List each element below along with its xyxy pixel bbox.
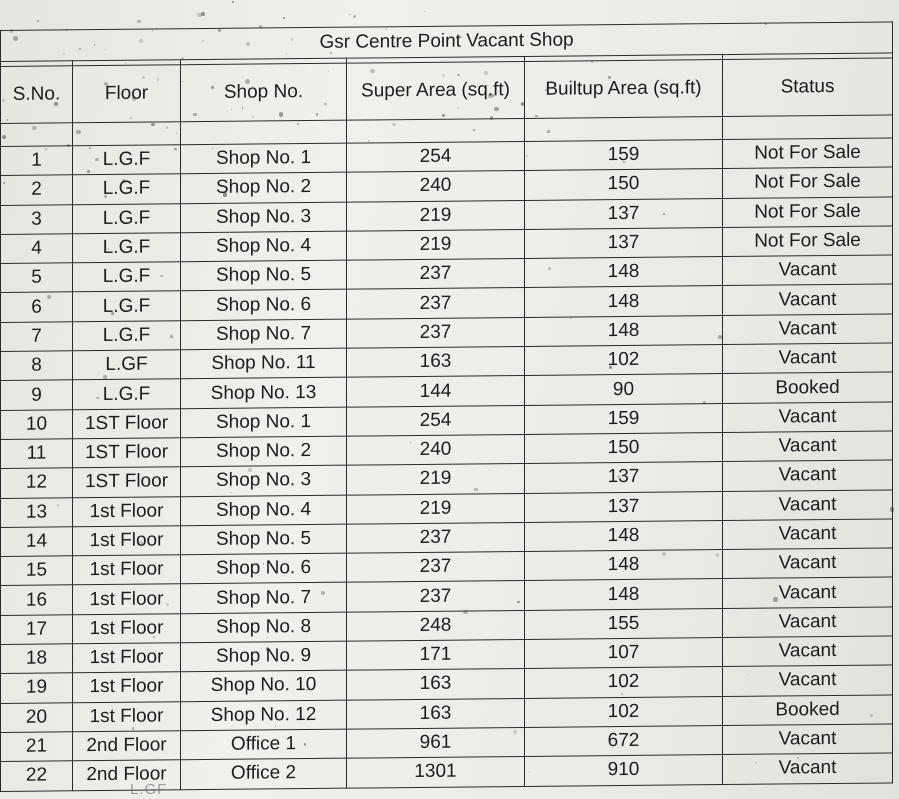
cell-status: Vacant bbox=[723, 284, 893, 315]
cell-builtup-area: 910 bbox=[525, 755, 723, 786]
cell-shop-no: Shop No. 3 bbox=[181, 202, 347, 233]
cell-floor: L.G.F bbox=[73, 203, 181, 233]
cell-sno: 2 bbox=[1, 175, 73, 205]
cell-sno: 12 bbox=[1, 468, 73, 498]
cell-floor: 1st Floor bbox=[73, 643, 181, 673]
cell-status: Vacant bbox=[723, 636, 893, 667]
cell-sno: 5 bbox=[1, 263, 73, 293]
paper-speck bbox=[349, 14, 351, 16]
cell-status: Vacant bbox=[723, 255, 893, 286]
cell-builtup-area: 137 bbox=[525, 198, 723, 229]
cell-sno: 18 bbox=[1, 644, 73, 674]
cell-shop-no: Shop No. 13 bbox=[181, 378, 347, 409]
cell-super-area: 219 bbox=[347, 493, 525, 524]
cell-floor: 2nd Floor bbox=[73, 760, 181, 790]
cell-shop-no: Shop No. 1 bbox=[181, 407, 347, 438]
cell-floor: 1ST Floor bbox=[73, 438, 181, 468]
cell-status: Vacant bbox=[723, 519, 893, 550]
cell-shop-no: Shop No. 3 bbox=[181, 465, 347, 496]
cell-shop-no: Shop No. 2 bbox=[181, 172, 347, 203]
cell-floor: L.G.F bbox=[73, 174, 181, 204]
cell-status: Vacant bbox=[723, 402, 893, 433]
cell-builtup-area: 150 bbox=[525, 169, 723, 200]
cell-builtup-area: 102 bbox=[525, 696, 723, 727]
cell-builtup-area: 107 bbox=[525, 638, 723, 669]
cell-super-area: 237 bbox=[347, 581, 525, 612]
cell-shop-no: Office 2 bbox=[181, 758, 347, 789]
cell-super-area: 237 bbox=[347, 522, 525, 553]
cell-sno: 21 bbox=[1, 732, 73, 762]
cell-builtup-area: 148 bbox=[525, 520, 723, 551]
cell-status: Not For Sale bbox=[723, 138, 893, 169]
paper-speck bbox=[197, 13, 201, 17]
cell-sno: 7 bbox=[1, 322, 73, 352]
paper-speck bbox=[353, 15, 356, 18]
cell-builtup-area: 148 bbox=[525, 550, 723, 581]
col-header-builtup-area: Builtup Area (sq.ft) bbox=[525, 60, 723, 119]
cell-builtup-area: 137 bbox=[525, 491, 723, 522]
cell-sno: 11 bbox=[1, 439, 73, 469]
cell-builtup-area: 137 bbox=[525, 462, 723, 493]
paper-speck bbox=[137, 20, 140, 23]
cell-shop-no: Shop No. 1 bbox=[181, 143, 347, 174]
cell-builtup-area: 90 bbox=[525, 374, 723, 405]
cell-sno: 19 bbox=[1, 673, 73, 703]
cell-sno: 15 bbox=[1, 556, 73, 586]
cell-shop-no: Shop No. 11 bbox=[181, 348, 347, 379]
col-header-floor: Floor bbox=[73, 65, 181, 123]
cell-builtup-area: 137 bbox=[525, 227, 723, 258]
cell-floor: L.G.F bbox=[73, 145, 181, 175]
cell-sno: 16 bbox=[1, 585, 73, 615]
cell-status: Vacant bbox=[723, 577, 893, 608]
cell-builtup-area: 150 bbox=[525, 433, 723, 464]
cell-sno: 8 bbox=[1, 351, 73, 381]
cell-sno: 20 bbox=[1, 702, 73, 732]
cell-shop-no: Office 1 bbox=[181, 729, 347, 760]
table-title: Gsr Centre Point Vacant Shop bbox=[1, 22, 893, 62]
cell-builtup-area: 102 bbox=[525, 345, 723, 376]
cell-status: Not For Sale bbox=[723, 167, 893, 198]
cell-floor: 1st Floor bbox=[73, 496, 181, 526]
cell-super-area: 219 bbox=[347, 200, 525, 231]
cell-builtup-area: 148 bbox=[525, 286, 723, 317]
cell-super-area: 163 bbox=[347, 347, 525, 378]
cell-sno: 3 bbox=[1, 204, 73, 234]
cell-sno: 22 bbox=[1, 761, 73, 791]
cell-builtup-area: 148 bbox=[525, 257, 723, 288]
cell-status: Vacant bbox=[723, 314, 893, 345]
cell-status: Vacant bbox=[723, 548, 893, 579]
cell-super-area: 240 bbox=[347, 171, 525, 202]
cell-sno: 6 bbox=[1, 292, 73, 322]
cell-shop-no: Shop No. 12 bbox=[181, 700, 347, 731]
cell-sno: 13 bbox=[1, 497, 73, 527]
cell-super-area: 163 bbox=[347, 698, 525, 729]
cell-status: Not For Sale bbox=[723, 197, 893, 228]
header-row bbox=[1, 58, 893, 124]
cell-super-area: 961 bbox=[347, 727, 525, 758]
cell-super-area: 240 bbox=[347, 434, 525, 465]
cell-super-area: 219 bbox=[347, 229, 525, 260]
cell-super-area: 237 bbox=[347, 288, 525, 319]
cell-builtup-area: 159 bbox=[525, 140, 723, 171]
cell-shop-no: Shop No. 7 bbox=[181, 319, 347, 350]
cell-status: Vacant bbox=[723, 665, 893, 696]
cell-shop-no: Shop No. 5 bbox=[181, 260, 347, 291]
cell-floor: 1st Floor bbox=[73, 701, 181, 731]
paper-speck bbox=[424, 11, 425, 12]
cell-status: Vacant bbox=[723, 431, 893, 462]
cell-status: Vacant bbox=[723, 607, 893, 638]
cell-builtup-area: 159 bbox=[525, 403, 723, 434]
cell-shop-no: Shop No. 10 bbox=[181, 671, 347, 702]
cell-super-area: 248 bbox=[347, 610, 525, 641]
cell-super-area: 237 bbox=[347, 552, 525, 583]
cell-super-area: 1301 bbox=[347, 757, 525, 788]
cell-shop-no: Shop No. 6 bbox=[181, 553, 347, 584]
cell-status: Vacant bbox=[723, 724, 893, 755]
cell-sno: 4 bbox=[1, 234, 73, 264]
cell-sno: 1 bbox=[1, 146, 73, 176]
cell-floor: 1st Floor bbox=[73, 584, 181, 614]
cell-shop-no: Shop No. 4 bbox=[181, 231, 347, 262]
cell-super-area: 163 bbox=[347, 669, 525, 700]
cell-shop-no: Shop No. 4 bbox=[181, 495, 347, 526]
cell-builtup-area: 148 bbox=[525, 579, 723, 610]
cell-floor: 1st Floor bbox=[73, 672, 181, 702]
vacant-shop-table bbox=[0, 21, 893, 791]
cell-floor: L.G.F bbox=[73, 262, 181, 292]
cell-builtup-area: 155 bbox=[525, 608, 723, 639]
cell-builtup-area: 148 bbox=[525, 315, 723, 346]
cell-super-area: 254 bbox=[347, 405, 525, 436]
cell-status: Not For Sale bbox=[723, 226, 893, 257]
cell-super-area: 144 bbox=[347, 376, 525, 407]
cell-shop-no: Shop No. 7 bbox=[181, 583, 347, 614]
paper-speck bbox=[232, 1, 233, 2]
cell-floor: 1ST Floor bbox=[73, 408, 181, 438]
cell-super-area: 237 bbox=[347, 317, 525, 348]
cell-super-area: 237 bbox=[347, 259, 525, 290]
paper-speck bbox=[283, 17, 285, 19]
cell-shop-no: Shop No. 6 bbox=[181, 290, 347, 321]
cell-sno: 14 bbox=[1, 527, 73, 557]
cell-builtup-area: 672 bbox=[525, 726, 723, 757]
cell-shop-no: Shop No. 2 bbox=[181, 436, 347, 467]
col-header-sno: S.No. bbox=[1, 66, 73, 124]
cell-floor: 1ST Floor bbox=[73, 467, 181, 497]
cell-floor: L.G.F bbox=[73, 379, 181, 409]
paper-speck bbox=[37, 20, 39, 22]
partial-next-row: L.GF bbox=[130, 781, 168, 798]
cell-floor: 1st Floor bbox=[73, 555, 181, 585]
cell-floor: 1st Floor bbox=[73, 614, 181, 644]
cell-shop-no: Shop No. 9 bbox=[181, 641, 347, 672]
cell-status: Booked bbox=[723, 372, 893, 403]
cell-super-area: 171 bbox=[347, 640, 525, 671]
cell-status: Vacant bbox=[723, 343, 893, 374]
cell-floor: L.G.F bbox=[73, 291, 181, 321]
table-body bbox=[1, 138, 893, 791]
col-header-status: Status bbox=[723, 58, 893, 117]
cell-super-area: 254 bbox=[347, 141, 525, 172]
cell-sno: 10 bbox=[1, 409, 73, 439]
cell-status: Vacant bbox=[723, 753, 893, 784]
cell-status: Vacant bbox=[723, 489, 893, 520]
cell-floor: L.GF bbox=[73, 350, 181, 380]
col-header-super-area: Super Area (sq.ft) bbox=[347, 61, 525, 120]
cell-status: Booked bbox=[723, 695, 893, 726]
cell-builtup-area: 102 bbox=[525, 667, 723, 698]
cell-sno: 9 bbox=[1, 380, 73, 410]
cell-floor: L.G.F bbox=[73, 233, 181, 263]
cell-floor: 1st Floor bbox=[73, 526, 181, 556]
cell-floor: 2nd Floor bbox=[73, 731, 181, 761]
cell-super-area: 219 bbox=[347, 464, 525, 495]
cell-floor: L.G.F bbox=[73, 321, 181, 351]
cell-sno: 17 bbox=[1, 615, 73, 645]
cell-shop-no: Shop No. 8 bbox=[181, 612, 347, 643]
cell-shop-no: Shop No. 5 bbox=[181, 524, 347, 555]
col-header-shop-no: Shop No. bbox=[181, 63, 347, 122]
cell-status: Vacant bbox=[723, 460, 893, 491]
